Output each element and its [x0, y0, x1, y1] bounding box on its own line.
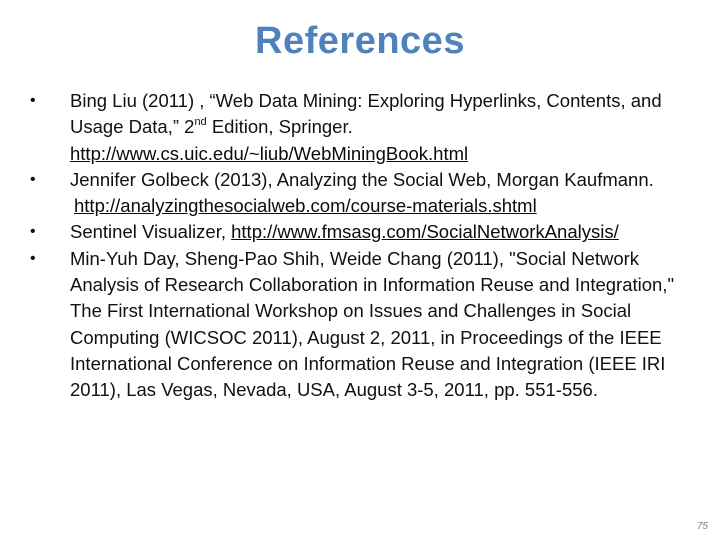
reference-item-golbeck	[30, 167, 700, 220]
reference-item-liu	[30, 88, 700, 167]
reference-link[interactable]: http://www.fmsasg.com/SocialNetworkAnalysis/	[231, 221, 619, 243]
reference-text: Sentinel Visualizer,	[70, 221, 232, 243]
bullet-icon: •	[30, 249, 36, 267]
reference-text: Min-Yuh Day, Sheng-Pao Shih, Weide Chang (2011), "Social Network Analysis of Research Collaboration in Information Reuse and Integration," The First International Workshop on Issues and Challenges in Social Computing (WICSOC 2011), August 2, 2011, in Proceedings of the IEEE International Conference on Information Reuse and Integration (IEEE IRI 2011), Las Vegas, Nevada, USA, August 3-5, 2011, pp. 551-556.	[70, 247, 675, 401]
bullet-icon: •	[30, 92, 36, 109]
reference-link[interactable]: http://www.cs.uic.edu/~liub/WebMiningBook.html	[70, 142, 469, 164]
ordinal-superscript: nd	[194, 116, 207, 129]
reference-text-continued: Edition, Springer.	[206, 116, 353, 138]
reference-item-sentinel	[30, 219, 700, 245]
bullet-icon: •	[30, 223, 36, 241]
page-number: 75	[696, 521, 708, 532]
reference-link[interactable]: http://analyzingthesocialweb.com/course-materials.shtml	[74, 195, 537, 217]
slide-title: References	[255, 20, 465, 62]
reference-item-day	[30, 246, 700, 404]
bullet-icon: •	[30, 170, 36, 188]
reference-text: Jennifer Golbeck (2013), Analyzing the Social Web, Morgan Kaufmann.	[70, 168, 654, 190]
reference-list	[30, 88, 700, 404]
reference-text: Bing Liu (2011) , “Web Data Mining: Exploring Hyperlinks, Contents, and Usage Data,” 2	[70, 90, 662, 138]
